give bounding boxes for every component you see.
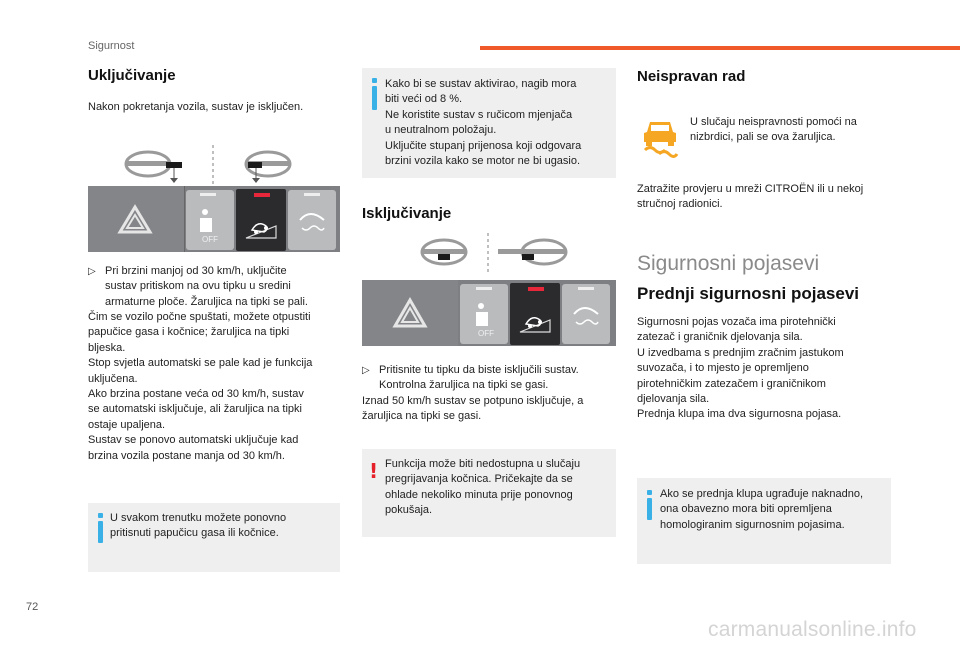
heading-iskljucivanje: Isključivanje	[362, 205, 452, 222]
warning-line: pokušaja.	[385, 504, 433, 517]
page-number: 72	[26, 601, 39, 613]
body-line: bljeska.	[88, 341, 126, 354]
info-box-conditions	[362, 68, 616, 178]
service-line: Zatražite provjeru u mreži CITROËN ili u nekoj	[637, 183, 864, 195]
subtitle-front-seatbelts: Prednji sigurnosni pojasevi	[637, 284, 859, 303]
seatbelt-body	[637, 315, 917, 423]
svg-text:OFF: OFF	[202, 235, 218, 244]
bullet-arrow-icon: ▷	[362, 365, 370, 376]
info-line: U svakom trenutku možete ponovno	[110, 512, 287, 524]
fault-line: U slučaju neispravnosti pomoći na	[690, 116, 857, 128]
section-header: Sigurnost	[88, 40, 135, 52]
service-line: stručnoj radionici.	[637, 198, 723, 211]
info-line: biti veći od 8 %.	[385, 93, 463, 106]
body-line: Sustav se ponovo automatski uključuje kad	[88, 434, 299, 447]
body-line: papučice gasa i kočnice; žaruljica na tipki	[88, 326, 290, 339]
activation-body	[88, 310, 348, 464]
bullet-line: armaturne ploče. Žaruljica na tipki se pali.	[105, 295, 308, 308]
bullet-line: Kontrolna žaruljica na tipki se gasi.	[379, 379, 549, 392]
body-line: Stop svjetla automatski se pale kad je funkcija	[88, 357, 313, 370]
body-line: suvozača, i to mjesto je opremljeno	[637, 362, 809, 375]
fault-text	[690, 115, 910, 146]
accelerator-pedal-icon	[498, 240, 566, 264]
body-line: djelovanja sila.	[637, 393, 710, 406]
info-line: u neutralnom položaju.	[385, 124, 497, 137]
heading-ukljucivanje: Uključivanje	[88, 67, 176, 84]
body-line: brzina vozila postane manja od 30 km/h.	[88, 449, 285, 462]
svg-text:OFF: OFF	[478, 329, 494, 338]
activation-instruction	[88, 264, 348, 310]
body-line: Iznad 50 km/h sustav se potpuno isključuje, a	[362, 394, 584, 407]
body-line: žaruljica na tipki se gasi.	[362, 410, 482, 423]
deactivation-illustration	[362, 228, 616, 348]
body-line: pirotehničkim zatezačem i graničnikom	[637, 377, 826, 390]
body-line: Ako brzina postane veća od 30 km/h, sustav	[88, 388, 304, 401]
accelerator-pedal-icon	[246, 152, 290, 183]
body-line: Prednja klupa ima dva sigurnosna pojasa.	[637, 408, 842, 421]
body-line: ostaje upaljena.	[88, 418, 166, 431]
info-line: Ako se prednja klupa ugrađuje naknadno,	[660, 488, 864, 500]
section-title-seatbelts: Sigurnosni pojasevi	[637, 252, 820, 275]
service-text	[637, 182, 917, 213]
intro-text: Nakon pokretanja vozila, sustav je isključen.	[88, 101, 304, 113]
info-line: Ne koristite sustav s ručicom mjenjača	[385, 108, 573, 121]
body-line: uključena.	[88, 372, 138, 385]
hill-assist-fault-icon	[641, 118, 679, 158]
fault-line: nizbrdici, pali se ova žaruljica.	[690, 131, 836, 144]
info-line: Uključite stupanj prijenosa koji odgovara	[385, 139, 582, 152]
info-line: ona obavezno mora biti opremljena	[660, 503, 832, 516]
info-line: Kako bi se sustav aktivirao, nagib mora	[385, 78, 577, 90]
warning-line: ohlade nekoliko minuta prije ponovnog	[385, 488, 573, 501]
warning-box	[362, 449, 616, 537]
body-line: zatezač i graničnik djelovanja sila.	[637, 331, 803, 344]
info-line: homologiranim sigurnosnim pojasima.	[660, 518, 845, 531]
brake-pedal-icon	[126, 152, 182, 183]
warning-exclamation-icon: !	[369, 459, 379, 483]
info-line: brzini vozila kako se motor ne bi ugasio.	[385, 155, 581, 168]
header-accent-bar	[480, 46, 960, 50]
warning-line: pregrijavanja kočnica. Pričekajte da se	[385, 473, 573, 486]
bullet-arrow-icon: ▷	[88, 266, 96, 277]
warning-line: Funkcija može biti nedostupna u slučaju	[385, 458, 581, 470]
info-box-pedal	[88, 503, 340, 572]
bullet-line: sustav pritiskom na ovu tipku u sredini	[105, 280, 291, 293]
info-icon	[647, 490, 652, 495]
watermark-text: carmanualsonline.info	[708, 618, 917, 641]
body-line: se automatski isključuje, ali žaruljica na tipki	[88, 403, 302, 416]
info-icon	[372, 78, 377, 83]
body-line: U izvedbama s prednjim zračnim jastukom	[637, 346, 844, 359]
activation-illustration	[88, 140, 340, 254]
info-icon	[98, 513, 103, 518]
body-line: Čim se vozilo počne spuštati, možete otpustiti	[88, 311, 311, 323]
deactivation-instruction	[362, 363, 622, 425]
info-box-bench	[637, 478, 891, 564]
heading-neispravan-rad: Neispravan rad	[637, 68, 746, 85]
bullet-line: Pri brzini manjoj od 30 km/h, uključite	[105, 265, 287, 277]
bullet-line: Pritisnite tu tipku da biste isključili sustav.	[379, 364, 579, 376]
info-line: pritisnuti papučicu gasa ili kočnice.	[110, 527, 279, 540]
body-line: Sigurnosni pojas vozača ima pirotehnički	[637, 316, 836, 328]
brake-pedal-icon	[422, 240, 466, 264]
